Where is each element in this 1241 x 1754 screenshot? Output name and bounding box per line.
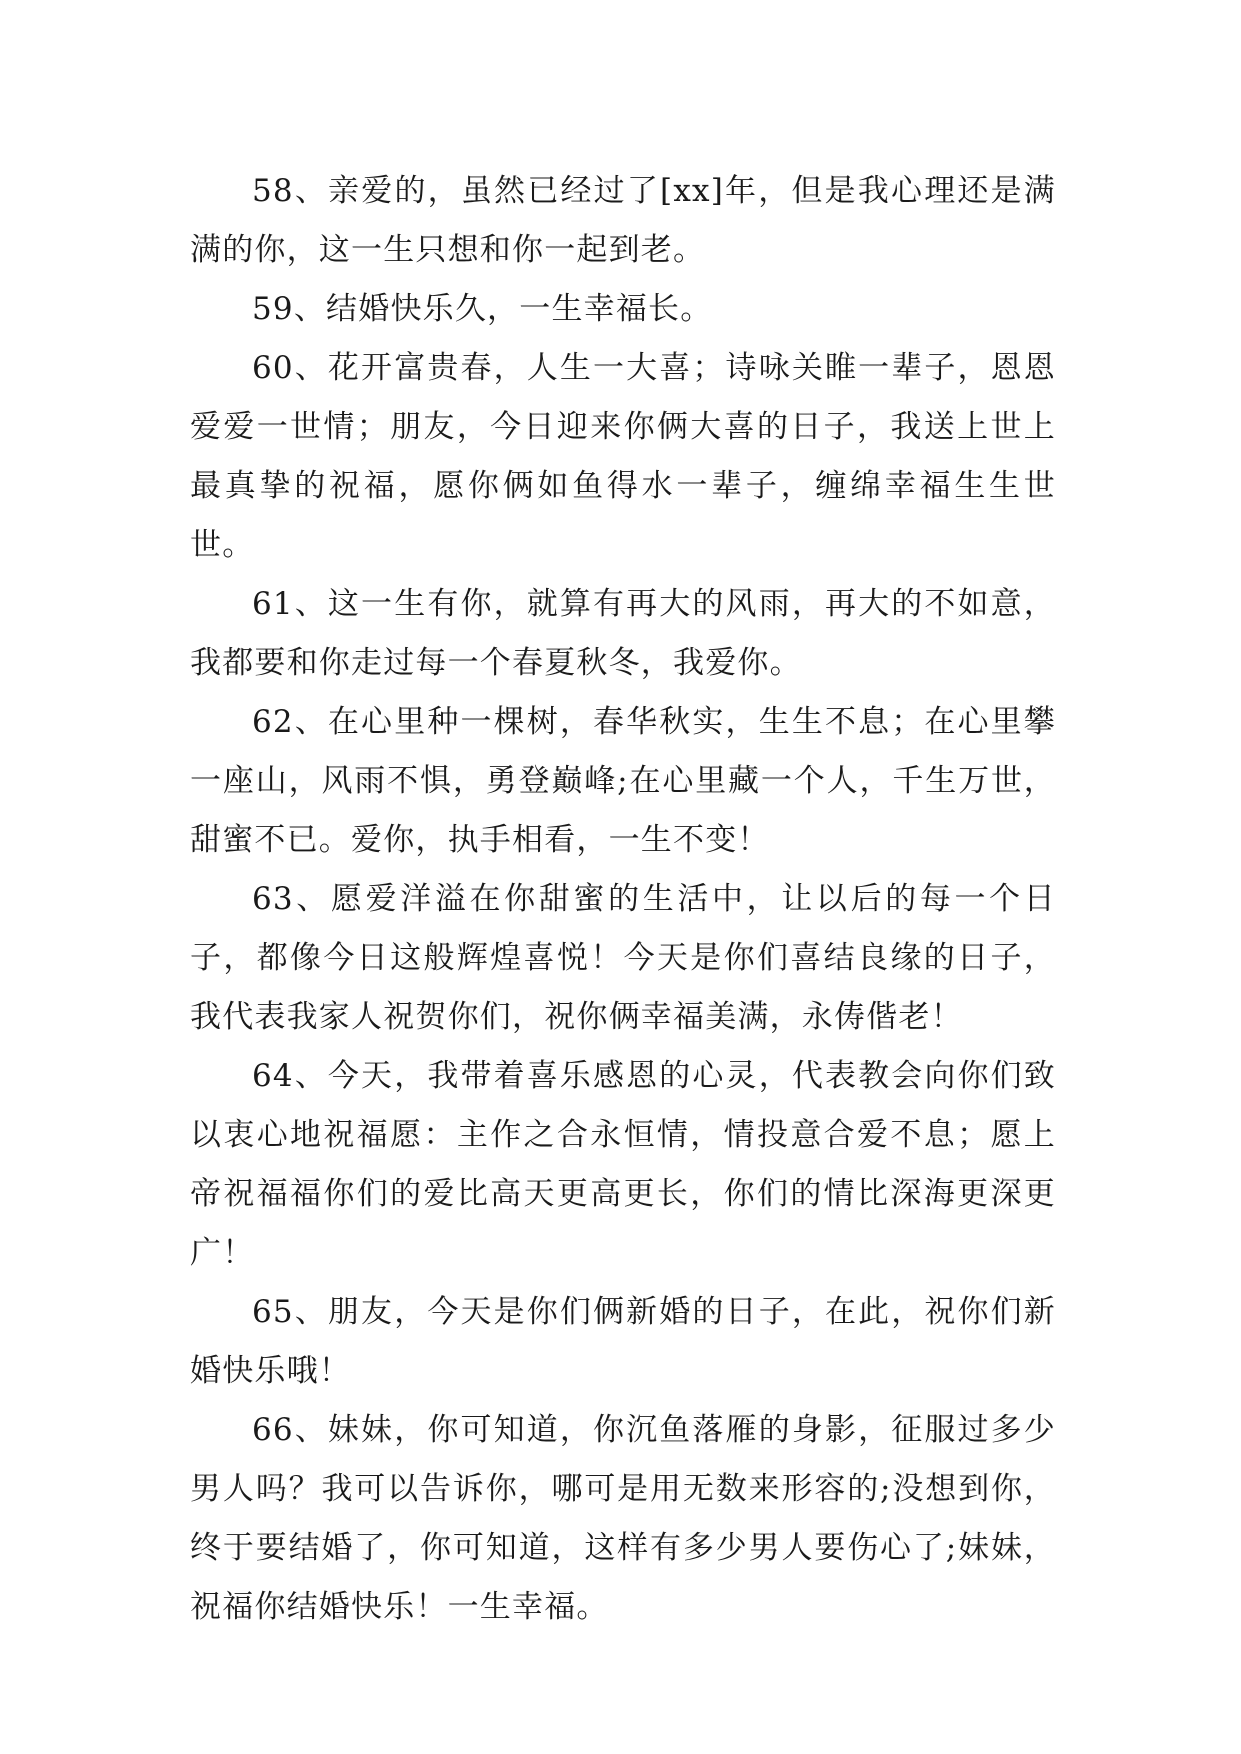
paragraph-58: 58、亲爱的，虽然已经过了[xx]年，但是我心理还是满满的你，这一生只想和你一起到老。 (190, 173, 1056, 268)
paragraph-60: 60、花开富贵春，人生一大喜；诗咏关睢一辈子，恩恩爱爱一世情；朋友，今日迎来你俩大喜的日子，我送上世上最真挚的祝福，愿你俩如鱼得水一辈子，缠绵幸福生生世世。 (190, 350, 1056, 563)
paragraph-61: 61、这一生有你，就算有再大的风雨，再大的不如意，我都要和你走过每一个春夏秋冬，我爱你。 (190, 586, 1056, 681)
paragraph-63: 63、愿爱洋溢在你甜蜜的生活中，让以后的每一个日子，都像今日这般辉煌喜悦！今天是你们喜结良缘的日子，我代表我家人祝贺你们，祝你俩幸福美满，永俦偕老！ (190, 881, 1056, 1035)
document-page (190, 162, 1056, 1637)
paragraph-64: 64、今天，我带着喜乐感恩的心灵，代表教会向你们致以衷心地祝福愿：主作之合永恒情，情投意合爱不息；愿上帝祝福福你们的爱比高天更高更长，你们的情比深海更深更广！ (190, 1058, 1056, 1271)
paragraph-65: 65、朋友，今天是你们俩新婚的日子，在此，祝你们新婚快乐哦！ (190, 1294, 1056, 1389)
paragraph-66: 66、妹妹，你可知道，你沉鱼落雁的身影，征服过多少男人吗？我可以告诉你，哪可是用无数来形容的;没想到你，终于要结婚了，你可知道，这样有多少男人要伤心了;妹妹，祝福你结婚快乐！一生幸福。 (190, 1412, 1056, 1625)
paragraph-59: 59、结婚快乐久，一生幸福长。 (252, 291, 713, 327)
paragraph-62: 62、在心里种一棵树，春华秋实，生生不息；在心里攀一座山，风雨不惧，勇登巅峰;在心里藏一个人，千生万世，甜蜜不已。爱你，执手相看，一生不变！ (190, 704, 1056, 858)
